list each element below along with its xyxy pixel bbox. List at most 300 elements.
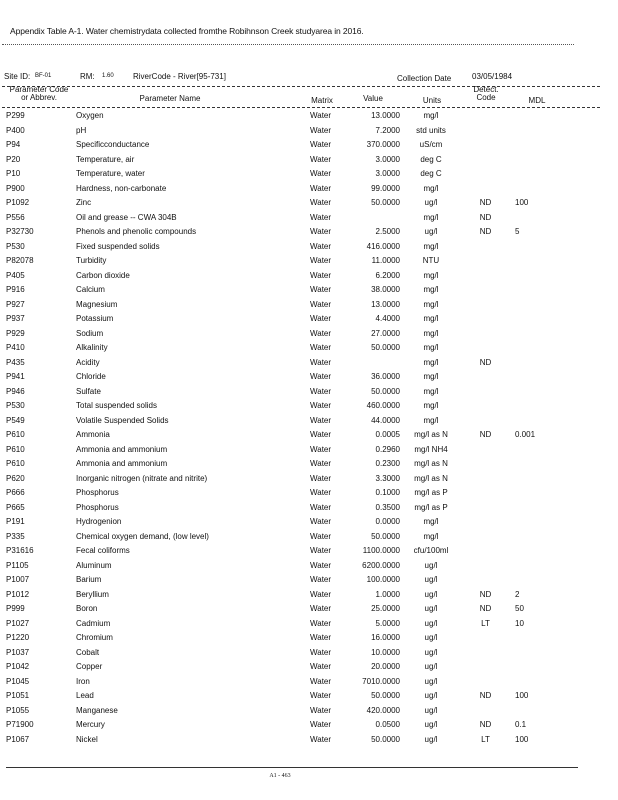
value-cell: 7010.0000 xyxy=(362,676,400,686)
header-mdl: MDL xyxy=(528,96,546,105)
units-cell: ug/l xyxy=(424,198,438,207)
value-cell: 13.0000 xyxy=(371,111,400,120)
matrix-cell: Water xyxy=(310,241,332,251)
param-name-cell: Mercury xyxy=(76,720,105,729)
site-info-bar xyxy=(0,72,600,84)
matrix-cell: Water xyxy=(310,256,332,265)
units-cell: ug/l xyxy=(424,589,438,599)
param-code-cell: P1045 xyxy=(6,676,30,686)
value-cell: 50.0000 xyxy=(371,734,400,744)
data-table-body xyxy=(0,110,600,748)
collection-date-label: Collection Date xyxy=(397,74,452,83)
units-cell: deg C xyxy=(420,154,442,164)
table-row xyxy=(0,516,600,531)
value-cell: 0.0500 xyxy=(375,720,400,729)
units-cell: ug/l xyxy=(424,720,438,729)
table-row xyxy=(0,357,600,372)
value-cell: 1.0000 xyxy=(375,589,400,599)
table-row xyxy=(0,487,600,502)
table-row xyxy=(0,574,600,589)
param-code-cell: P937 xyxy=(6,314,25,323)
param-code-cell: P71900 xyxy=(6,720,34,729)
units-cell: ug/l xyxy=(424,618,438,628)
value-cell: 0.3500 xyxy=(375,502,400,512)
detect-code-cell: ND xyxy=(479,212,492,222)
table-row xyxy=(0,284,600,299)
detect-code-cell: ND xyxy=(479,604,492,613)
table-row xyxy=(0,734,600,749)
value-cell: 0.2960 xyxy=(375,444,400,454)
matrix-cell: Water xyxy=(310,560,332,570)
header-param-code-line2: or Abbrev. xyxy=(21,93,57,102)
mdl-cell: 100 xyxy=(515,691,529,700)
footer-divider xyxy=(6,767,578,768)
site-id-value: BF-01 xyxy=(35,73,52,79)
table-row xyxy=(0,719,600,734)
matrix-cell: Water xyxy=(310,662,332,671)
units-cell: mg/l xyxy=(423,372,439,381)
units-cell: ug/l xyxy=(424,734,438,744)
value-cell: 460.0000 xyxy=(366,401,400,410)
param-name-cell: Barium xyxy=(76,575,102,584)
detect-code-cell: ND xyxy=(479,589,492,599)
param-name-cell: Calcium xyxy=(76,285,105,294)
param-name-cell: Ammonia and ammonium xyxy=(76,459,168,468)
units-cell: ug/l xyxy=(424,575,438,584)
matrix-cell: Water xyxy=(310,604,332,613)
param-code-cell: P1012 xyxy=(6,589,30,599)
table-row xyxy=(0,371,600,386)
param-name-cell: Potassium xyxy=(76,314,114,323)
param-name-cell: Beryllium xyxy=(76,589,109,599)
value-cell: 13.0000 xyxy=(371,299,400,309)
param-code-cell: P1051 xyxy=(6,691,30,700)
param-code-cell: P927 xyxy=(6,299,25,309)
units-cell: mg/l xyxy=(423,241,439,251)
param-code-cell: P94 xyxy=(6,140,21,149)
units-cell: ug/l xyxy=(424,560,438,570)
param-code-cell: P20 xyxy=(6,154,21,164)
units-cell: mg/l xyxy=(423,111,439,120)
param-code-cell: P299 xyxy=(6,111,25,120)
header-detect-line2: Code xyxy=(476,93,496,102)
detect-code-cell: ND xyxy=(479,227,492,236)
units-cell: mg/l NH4 xyxy=(414,444,448,454)
param-name-cell: Volatile Suspended Solids xyxy=(76,415,169,425)
param-code-cell: P900 xyxy=(6,183,25,193)
param-name-cell: Sodium xyxy=(76,328,104,338)
units-cell: mg/l xyxy=(423,531,439,541)
matrix-cell: Water xyxy=(310,357,332,367)
matrix-cell: Water xyxy=(310,459,332,468)
units-cell: ug/l xyxy=(424,705,438,715)
matrix-cell: Water xyxy=(310,546,332,555)
value-cell: 370.0000 xyxy=(366,140,400,149)
units-cell: ug/l xyxy=(424,662,438,671)
value-cell: 7.2000 xyxy=(375,125,400,135)
matrix-cell: Water xyxy=(310,430,332,439)
table-row xyxy=(0,197,600,212)
header-param-name: Parameter Name xyxy=(139,94,201,103)
collection-date-value: 03/05/1984 xyxy=(472,72,513,81)
header-value: Value xyxy=(363,94,383,103)
matrix-cell: Water xyxy=(310,270,332,280)
param-code-cell: P530 xyxy=(6,241,25,251)
units-cell: ug/l xyxy=(424,691,438,700)
units-cell: mg/l xyxy=(423,212,439,222)
matrix-cell: Water xyxy=(310,212,332,222)
matrix-cell: Water xyxy=(310,314,332,323)
units-cell: uS/cm xyxy=(419,140,443,149)
units-cell: std units xyxy=(416,125,446,135)
units-cell: mg/l as N xyxy=(414,473,448,483)
table-row xyxy=(0,226,600,241)
value-cell: 3.0000 xyxy=(375,169,400,178)
param-name-cell: Magnesium xyxy=(76,299,118,309)
matrix-cell: Water xyxy=(310,691,332,700)
param-name-cell: Chemical oxygen demand, (low level) xyxy=(76,531,209,541)
value-cell: 50.0000 xyxy=(371,386,400,396)
value-cell: 99.0000 xyxy=(371,183,400,193)
param-name-cell: Copper xyxy=(76,662,103,671)
table-row xyxy=(0,632,600,647)
param-name-cell: Cobalt xyxy=(76,647,100,657)
header-detect-code xyxy=(468,86,504,102)
units-cell: ug/l xyxy=(424,676,438,686)
matrix-cell: Water xyxy=(310,444,332,454)
param-code-cell: P946 xyxy=(6,386,25,396)
matrix-cell: Water xyxy=(310,140,332,149)
param-code-cell: P400 xyxy=(6,125,25,135)
param-code-cell: P191 xyxy=(6,517,25,526)
param-name-cell: Total suspended solids xyxy=(76,401,157,410)
header-param-code xyxy=(6,86,72,102)
param-name-cell: Fecal coliforms xyxy=(76,546,130,555)
value-cell: 4.4000 xyxy=(375,314,400,323)
param-name-cell: Boron xyxy=(76,604,98,613)
param-code-cell: P999 xyxy=(6,604,25,613)
units-cell: ug/l xyxy=(424,647,438,657)
param-name-cell: Phosphorus xyxy=(76,488,119,497)
units-cell: mg/l xyxy=(423,285,439,294)
value-cell: 50.0000 xyxy=(371,198,400,207)
matrix-cell: Water xyxy=(310,415,332,425)
river-code: RiverCode - River[95-731] xyxy=(133,72,226,81)
detect-code-cell: LT xyxy=(481,734,490,744)
header-units: Units xyxy=(422,96,442,105)
param-code-cell: P1037 xyxy=(6,647,30,657)
param-name-cell: Acidity xyxy=(76,357,100,367)
title-divider xyxy=(2,44,574,45)
param-code-cell: P1105 xyxy=(6,560,29,570)
table-row xyxy=(0,328,600,343)
value-cell: 100.0000 xyxy=(366,575,400,584)
matrix-cell: Water xyxy=(310,720,332,729)
value-cell: 3.3000 xyxy=(375,473,400,483)
units-cell: mg/l xyxy=(423,517,439,526)
table-row xyxy=(0,560,600,575)
table-row xyxy=(0,458,600,473)
detect-code-cell: ND xyxy=(479,198,492,207)
param-name-cell: Alkalinity xyxy=(76,343,108,352)
table-row xyxy=(0,241,600,256)
value-cell: 416.0000 xyxy=(366,241,400,251)
param-code-cell: P666 xyxy=(6,488,25,497)
units-cell: mg/l xyxy=(423,343,439,352)
site-id-label: Site ID: xyxy=(4,72,31,81)
matrix-cell: Water xyxy=(310,488,332,497)
table-row xyxy=(0,139,600,154)
matrix-cell: Water xyxy=(310,575,332,584)
units-cell: mg/l as N xyxy=(414,430,448,439)
units-cell: NTU xyxy=(422,256,440,265)
param-code-cell: P941 xyxy=(6,372,25,381)
param-code-cell: P1092 xyxy=(6,198,30,207)
param-code-cell: P530 xyxy=(6,401,25,410)
mdl-cell: 100 xyxy=(515,198,529,207)
param-name-cell: Inorganic nitrogen (nitrate and nitrite) xyxy=(76,473,208,483)
matrix-cell: Water xyxy=(310,328,332,338)
rm-value: 1.60 xyxy=(102,73,114,79)
param-code-cell: P1042 xyxy=(6,662,30,671)
value-cell: 44.0000 xyxy=(371,415,400,425)
matrix-cell: Water xyxy=(310,372,332,381)
table-row xyxy=(0,168,600,183)
matrix-cell: Water xyxy=(310,198,332,207)
matrix-cell: Water xyxy=(310,647,332,657)
column-headers xyxy=(0,85,600,107)
param-code-cell: P32730 xyxy=(6,227,34,236)
param-code-cell: P10 xyxy=(6,169,21,178)
units-cell: mg/l xyxy=(423,299,439,309)
table-row xyxy=(0,429,600,444)
param-code-cell: P82078 xyxy=(6,256,34,265)
value-cell: 36.0000 xyxy=(371,372,400,381)
detect-code-cell: ND xyxy=(479,357,492,367)
units-cell: mg/l xyxy=(423,386,439,396)
units-cell: mg/l xyxy=(423,328,439,338)
param-name-cell: Hardness, non-carbonate xyxy=(76,183,167,193)
units-cell: ug/l xyxy=(424,604,438,613)
matrix-cell: Water xyxy=(310,633,332,642)
param-name-cell: Ammonia and ammonium xyxy=(76,444,168,454)
param-name-cell: Cadmium xyxy=(76,618,111,628)
table-row xyxy=(0,154,600,169)
param-name-cell: Carbon dioxide xyxy=(76,270,130,280)
param-name-cell: Aluminum xyxy=(76,560,112,570)
value-cell: 5.0000 xyxy=(375,618,400,628)
units-cell: mg/l as N xyxy=(414,459,448,468)
table-row xyxy=(0,342,600,357)
matrix-cell: Water xyxy=(310,386,332,396)
matrix-cell: Water xyxy=(310,401,332,410)
matrix-cell: Water xyxy=(310,183,332,193)
value-cell: 50.0000 xyxy=(371,531,400,541)
value-cell: 1100.0000 xyxy=(362,546,400,555)
table-row xyxy=(0,545,600,560)
units-cell: mg/l as P xyxy=(414,488,448,497)
param-name-cell: Specificconductance xyxy=(76,140,150,149)
value-cell: 0.2300 xyxy=(375,459,400,468)
param-code-cell: P1220 xyxy=(6,633,30,642)
param-name-cell: Iron xyxy=(76,676,90,686)
value-cell: 0.0000 xyxy=(375,517,400,526)
param-name-cell: Turbidity xyxy=(76,256,107,265)
table-row xyxy=(0,125,600,140)
param-name-cell: Ammonia xyxy=(76,430,110,439)
page-number: A1 - 463 xyxy=(269,773,291,779)
table-row xyxy=(0,676,600,691)
table-row xyxy=(0,386,600,401)
table-title: Appendix Table A-1. Water chemistrydata collected fromthe Robihnson Creek studyarea in 2016. xyxy=(10,26,364,36)
matrix-cell: Water xyxy=(310,227,332,236)
param-code-cell: P610 xyxy=(6,459,25,468)
param-name-cell: Phenols and phenolic compounds xyxy=(76,227,197,236)
units-cell: mg/l xyxy=(423,401,439,410)
matrix-cell: Water xyxy=(310,154,332,164)
matrix-cell: Water xyxy=(310,169,332,178)
param-code-cell: P929 xyxy=(6,328,25,338)
value-cell: 20.0000 xyxy=(371,662,400,671)
table-row xyxy=(0,110,600,125)
table-row xyxy=(0,531,600,546)
param-name-cell: Chloride xyxy=(76,372,106,381)
param-name-cell: Manganese xyxy=(76,705,118,715)
table-row xyxy=(0,299,600,314)
table-row xyxy=(0,415,600,430)
table-row xyxy=(0,212,600,227)
param-code-cell: P556 xyxy=(6,212,25,222)
value-cell: 3.0000 xyxy=(375,154,400,164)
header-param-code-line1: Parameter Code xyxy=(9,85,69,94)
matrix-cell: Water xyxy=(310,473,332,483)
matrix-cell: Water xyxy=(310,343,332,352)
detect-code-cell: ND xyxy=(479,720,492,729)
mdl-cell: 50 xyxy=(515,604,524,613)
table-row xyxy=(0,502,600,517)
param-name-cell: Temperature, water xyxy=(76,169,145,178)
value-cell: 38.0000 xyxy=(371,285,400,294)
param-code-cell: P435 xyxy=(6,357,25,367)
param-code-cell: P1007 xyxy=(6,575,30,584)
param-name-cell: Phosphorus xyxy=(76,502,119,512)
param-name-cell: Zinc xyxy=(76,198,92,207)
table-row xyxy=(0,400,600,415)
param-code-cell: P1027 xyxy=(6,618,30,628)
matrix-cell: Water xyxy=(310,299,332,309)
table-row xyxy=(0,705,600,720)
matrix-cell: Water xyxy=(310,517,332,526)
matrix-cell: Water xyxy=(310,285,332,294)
param-name-cell: Nickel xyxy=(76,734,98,744)
value-cell: 16.0000 xyxy=(371,633,400,642)
header-detect-line1: Detect. xyxy=(473,85,499,94)
header-matrix: Matrix xyxy=(311,96,333,105)
table-row xyxy=(0,603,600,618)
value-cell: 420.0000 xyxy=(366,705,400,715)
table-row xyxy=(0,183,600,198)
value-cell: 2.5000 xyxy=(375,227,400,236)
value-cell: 6.2000 xyxy=(375,270,400,280)
units-cell: mg/l as P xyxy=(414,502,448,512)
table-row xyxy=(0,255,600,270)
matrix-cell: Water xyxy=(310,111,332,120)
units-cell: ug/l xyxy=(424,633,438,642)
param-code-cell: P410 xyxy=(6,343,25,352)
units-cell: deg C xyxy=(420,169,442,178)
units-cell: mg/l xyxy=(423,415,439,425)
detect-code-cell: ND xyxy=(479,691,492,700)
rm-label: RM: xyxy=(80,72,95,81)
param-code-cell: P665 xyxy=(6,502,25,512)
param-name-cell: pH xyxy=(76,125,87,135)
value-cell: 6200.0000 xyxy=(362,560,400,570)
param-name-cell: Lead xyxy=(76,691,94,700)
table-row xyxy=(0,313,600,328)
param-code-cell: P549 xyxy=(6,415,25,425)
table-row xyxy=(0,444,600,459)
table-row xyxy=(0,647,600,662)
table-row xyxy=(0,270,600,285)
param-code-cell: P31616 xyxy=(6,546,34,555)
units-cell: ug/l xyxy=(424,227,438,236)
units-cell: mg/l xyxy=(423,183,439,193)
param-code-cell: P335 xyxy=(6,531,25,541)
param-name-cell: Oxygen xyxy=(76,111,104,120)
detect-code-cell: LT xyxy=(481,618,490,628)
header-bottom-divider xyxy=(2,107,600,108)
matrix-cell: Water xyxy=(310,531,332,541)
mdl-cell: 5 xyxy=(515,227,520,236)
param-name-cell: Sulfate xyxy=(76,386,101,396)
matrix-cell: Water xyxy=(310,734,332,744)
value-cell: 11.0000 xyxy=(371,256,400,265)
param-code-cell: P610 xyxy=(6,430,25,439)
param-name-cell: Chromium xyxy=(76,633,113,642)
param-name-cell: Oil and grease -- CWA 304B xyxy=(76,212,177,222)
matrix-cell: Water xyxy=(310,618,332,628)
table-row xyxy=(0,618,600,633)
matrix-cell: Water xyxy=(310,676,332,686)
matrix-cell: Water xyxy=(310,502,332,512)
detect-code-cell: ND xyxy=(479,430,492,439)
matrix-cell: Water xyxy=(310,589,332,599)
units-cell: cfu/100ml xyxy=(413,546,449,555)
value-cell: 0.0005 xyxy=(375,430,400,439)
mdl-cell: 0.001 xyxy=(515,430,536,439)
param-code-cell: P1055 xyxy=(6,705,30,715)
param-name-cell: Temperature, air xyxy=(76,154,135,164)
mdl-cell: 100 xyxy=(515,734,529,744)
mdl-cell: 0.1 xyxy=(515,720,527,729)
value-cell: 0.1000 xyxy=(375,488,400,497)
units-cell: mg/l xyxy=(423,357,439,367)
units-cell: mg/l xyxy=(423,314,439,323)
param-code-cell: P405 xyxy=(6,270,25,280)
table-row xyxy=(0,661,600,676)
table-row xyxy=(0,473,600,488)
mdl-cell: 10 xyxy=(515,618,524,628)
value-cell: 25.0000 xyxy=(371,604,400,613)
param-name-cell: Fixed suspended solids xyxy=(76,241,160,251)
matrix-cell: Water xyxy=(310,125,332,135)
matrix-cell: Water xyxy=(310,705,332,715)
param-code-cell: P1067 xyxy=(6,734,30,744)
mdl-cell: 2 xyxy=(515,589,520,599)
table-row xyxy=(0,690,600,705)
units-cell: mg/l xyxy=(423,270,439,280)
param-code-cell: P610 xyxy=(6,444,25,454)
